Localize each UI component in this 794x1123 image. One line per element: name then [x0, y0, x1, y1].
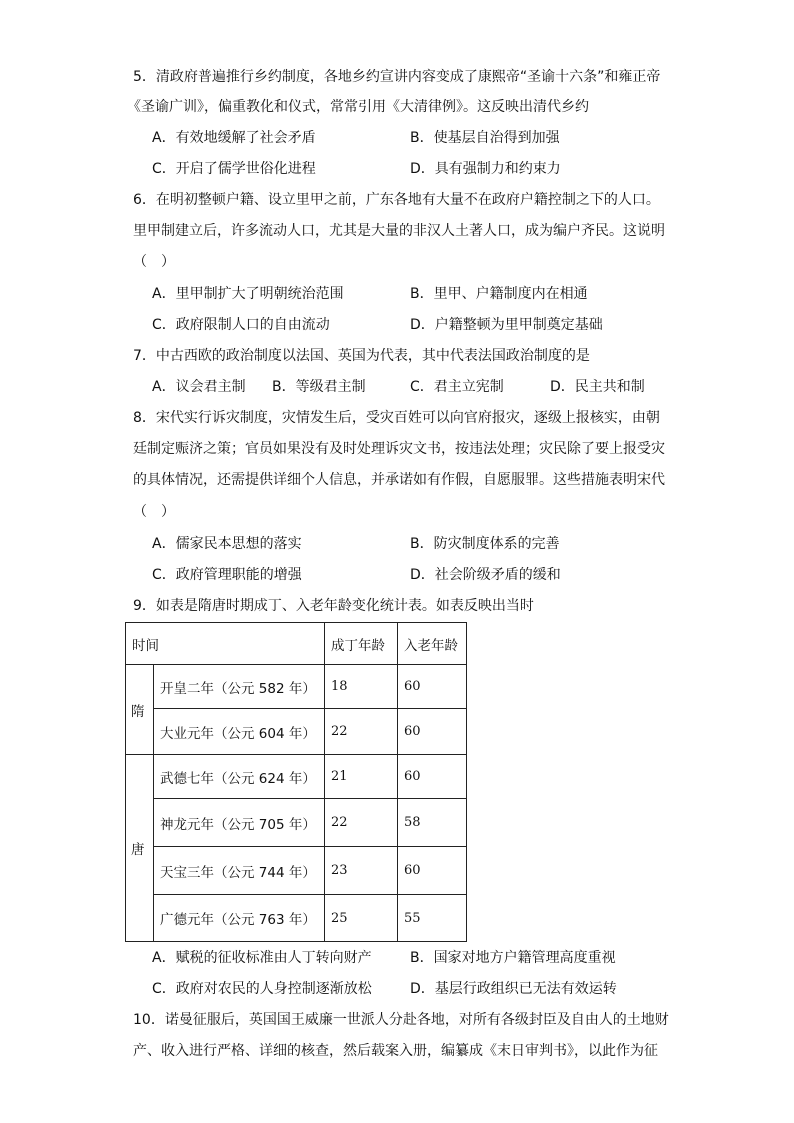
q8-stem-line2: 廷制定赈济之策；官员如果没有及时处理诉灾文书，按违法处理；灾民除了要上报受灾: [133, 441, 665, 457]
old-age-cell: 60: [398, 847, 467, 895]
q6-option-a: A．里甲制扩大了明朝统治范围: [152, 286, 344, 302]
table-row: [126, 799, 467, 847]
table-row: [126, 847, 467, 895]
period-cell: 武德七年（公元 624 年）: [154, 755, 325, 799]
adult-age-cell: 22: [325, 799, 398, 847]
q5-option-b: B．使基层自治得到加强: [410, 130, 560, 146]
q7-option-d: D．民主共和制: [550, 379, 645, 395]
old-age-cell: 58: [398, 799, 467, 847]
adult-age-cell: 21: [325, 755, 398, 799]
q10-stem-line2: 产、收入进行严格、详细的核查，然后载案入册，编纂成《末日审判书》，以此作为征: [133, 1043, 658, 1059]
table-row: [126, 665, 467, 709]
q5-stem-line1: 5．清政府普遍推行乡约制度，各地乡约宣讲内容变成了康熙帝“圣谕十六条”和雍正帝: [133, 69, 661, 85]
table-header-row: [126, 623, 467, 665]
header-time: 时间: [126, 623, 325, 665]
q8-answer-blank: （ ）: [133, 504, 175, 520]
adult-age-cell: 23: [325, 847, 398, 895]
adult-age-cell: 25: [325, 895, 398, 942]
q9-option-d: D．基层行政组织已无法有效运转: [410, 981, 617, 997]
old-age-cell: 55: [398, 895, 467, 942]
header-old-age: 入老年龄: [398, 623, 467, 665]
q6-answer-blank: （ ）: [133, 254, 175, 270]
old-age-cell: 60: [398, 709, 467, 755]
q9-stem-line1: 9．如表是隋唐时期成丁、入老年龄变化统计表。如表反映出当时: [133, 598, 534, 614]
adult-age-cell: 18: [325, 665, 398, 709]
q7-option-b: B．等级君主制: [272, 379, 366, 395]
q7-option-c: C．君主立宪制: [410, 379, 504, 395]
age-statistics-table: [125, 622, 467, 942]
q9-option-c: C．政府对农民的人身控制逐渐放松: [152, 981, 372, 997]
q7-option-a: A．议会君主制: [152, 379, 246, 395]
period-cell: 神龙元年（公元 705 年）: [154, 799, 325, 847]
old-age-cell: 60: [398, 755, 467, 799]
q8-option-b: B．防灾制度体系的完善: [410, 536, 560, 552]
period-cell: 大业元年（公元 604 年）: [154, 709, 325, 755]
period-cell: 天宝三年（公元 744 年）: [154, 847, 325, 895]
q8-option-c: C．政府管理职能的增强: [152, 567, 302, 583]
table-row: [126, 755, 467, 799]
header-adult-age: 成丁年龄: [325, 623, 398, 665]
q5-option-a: A．有效地缓解了社会矛盾: [152, 130, 316, 146]
adult-age-cell: 22: [325, 709, 398, 755]
q6-option-d: D．户籍整顿为里甲制奠定基础: [410, 317, 603, 333]
period-cell: 广德元年（公元 763 年）: [154, 895, 325, 942]
q6-stem-line1: 6．在明初整顿户籍、设立里甲之前，广东各地有大量不在政府户籍控制之下的人口。: [133, 192, 660, 208]
q6-option-b: B．里甲、户籍制度内在相通: [410, 286, 588, 302]
q6-stem-line2: 里甲制建立后，许多流动人口，尤其是大量的非汉人土著人口，成为编户齐民。这说明: [133, 223, 665, 239]
q8-stem-line1: 8．宋代实行诉灾制度，灾情发生后，受灾百姓可以向官府报灾，逐级上报核实，由朝: [133, 410, 660, 426]
q8-stem-line3: 的具体情况，还需提供详细个人信息，并承诺如有作假，自愿服罪。这些措施表明宋代: [133, 472, 665, 488]
dynasty-cell: 隋: [126, 665, 154, 755]
q6-option-c: C．政府限制人口的自由流动: [152, 317, 330, 333]
table-row: [126, 709, 467, 755]
table-row: [126, 895, 467, 942]
q5-stem-line2: 《圣谕广训》，偏重教化和仪式，常常引用《大清律例》。这反映出清代乡约: [127, 99, 589, 115]
q7-stem-line1: 7．中古西欧的政治制度以法国、英国为代表，其中代表法国政治制度的是: [133, 348, 590, 364]
old-age-cell: 60: [398, 665, 467, 709]
period-cell: 开皇二年（公元 582 年）: [154, 665, 325, 709]
q10-stem-line1: 10．诺曼征服后，英国国王威廉一世派人分赴各地，对所有各级封臣及自由人的土地财: [133, 1012, 669, 1028]
q5-option-d: D．具有强制力和约束力: [410, 161, 561, 177]
q8-option-a: A．儒家民本思想的落实: [152, 536, 302, 552]
q9-option-a: A．赋税的征收标准由人丁转向财产: [152, 950, 372, 966]
q5-option-c: C．开启了儒学世俗化进程: [152, 161, 316, 177]
q8-option-d: D．社会阶级矛盾的缓和: [410, 567, 561, 583]
q9-option-b: B．国家对地方户籍管理高度重视: [410, 950, 616, 966]
dynasty-cell: 唐: [126, 755, 154, 942]
